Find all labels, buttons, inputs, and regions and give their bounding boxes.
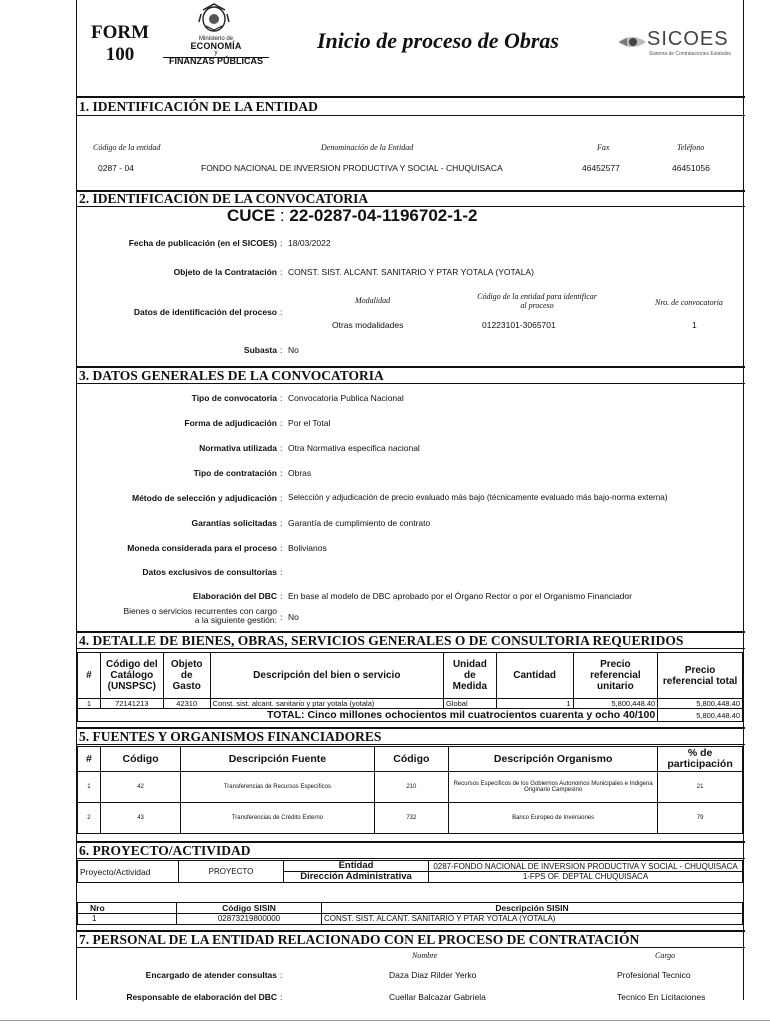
sicoes-name: SICOES <box>647 28 729 50</box>
recurrent-label-2: a la siguiente gestión: <box>194 615 277 625</box>
cuce-line: CUCE : 22-0287-04-1196702-1-2 <box>227 206 478 225</box>
items-table <box>77 652 743 722</box>
table-row <box>78 699 743 709</box>
publication-date: 18/03/2022 <box>288 238 331 248</box>
entity-name: FONDO NACIONAL DE INVERSION PRODUCTIVA Y SOCIAL - CHUQUISACA <box>201 163 503 173</box>
page-title: Inicio de proceso de Obras <box>317 28 559 53</box>
s3-row-value: Convocatoria Publica Nacional <box>288 393 404 403</box>
col-codigo-organismo: Código <box>374 747 449 772</box>
section-7-title: 7. PERSONAL DE LA ENTIDAD RELACIONADO CON EL PROCESO DE CONTRATACIÓN <box>77 930 745 948</box>
s3-row-label: Normativa utilizada <box>199 443 277 453</box>
total-label: TOTAL: Cinco millones ochocientos mil cuatrocientos cuarenta y ocho 40/100 <box>78 709 658 722</box>
section-4-title: 4. DETALLE DE BIENES, OBRAS, SERVICIOS GENERALES O DE CONSULTORIA REQUERIDOS <box>77 631 745 649</box>
s3-row-label: Tipo de contratación <box>193 468 277 478</box>
project-row <box>78 861 743 872</box>
cell-codigo: 43 <box>100 803 180 834</box>
sicoes-logo <box>617 28 743 57</box>
process-data-label: Datos de identificación del proceso <box>133 307 277 317</box>
col-num: # <box>78 747 101 772</box>
publication-date-label: Fecha de publicación (en el SICOES) <box>128 238 277 248</box>
cell-num: 1 <box>78 699 101 709</box>
cell-cantidad: 1 <box>496 699 573 709</box>
s3-row-label: Datos exclusivos de consultorías <box>142 567 277 577</box>
sicoes-eye-icon <box>617 34 647 50</box>
cell-organismo: Banco Europeo de Inversiones <box>449 803 658 834</box>
sisin-table <box>77 902 743 925</box>
s3-row-value: Bolivianos <box>288 543 327 553</box>
sisin-header-row <box>78 903 743 914</box>
staff-name: Daza Diaz Rilder Yerko <box>389 970 477 980</box>
cell-desc: Const. sist. alcant. sanitario y ptar yotala (yotala) <box>210 699 443 709</box>
process-code-header: Código de la entidad para identificar al proceso <box>477 292 597 310</box>
entity-label: Entidad <box>284 861 429 872</box>
section-5-title: 5. FUENTES Y ORGANISMOS FINANCIADORES <box>77 727 745 745</box>
cell-num: 2 <box>78 803 101 834</box>
cell-catalogo: 72141213 <box>100 699 163 709</box>
cell-participacion: 79 <box>658 803 743 834</box>
entity-name-header: Denominación de la Entidad <box>321 143 414 152</box>
direction-label: Dirección Administrativa <box>284 872 429 883</box>
section-2-title: 2. IDENTIFICACIÓN DE LA CONVOCATORIA <box>77 190 745 207</box>
contract-object: CONST. SIST. ALCANT. SANITARIO Y PTAR YOTALA (YOTALA) <box>288 267 534 277</box>
direction-value: 1-FPS OF. DEPTAL CHUQUISACA <box>429 872 743 883</box>
col-nro: Nro <box>78 903 177 914</box>
cell-fuente: Transferencias de Recursos Específicos <box>181 772 374 803</box>
total-value: 5,800,448.40 <box>658 709 743 722</box>
table-row <box>78 772 743 803</box>
cuce-label: CUCE <box>227 206 276 225</box>
s3-row-value: Otra Normativa especifica nacional <box>288 443 420 453</box>
s3-row-value: Garantía de cumplimiento de contrato <box>288 518 431 528</box>
cell-sisin-desc: CONST. SIST. ALCANT. SANITARIO Y PTAR YOTALA (YOTALA) <box>322 914 743 925</box>
s3-row-value: En base al modelo de DBC aprobado por el Órgano Rector o por el Organismo Financiador <box>288 591 632 601</box>
cell-nro: 1 <box>78 914 177 925</box>
convocatoria-number-header: Nro. de convocatoria <box>655 298 723 307</box>
form-page: FORM 100 Ministerio de ECONOMÍA y FINANZAS PÚBLICAS Inicio de proceso de Obras SICOES Sistema de Contrataciones Estatales 1. IDENTIFICACIÓN DE LA ENTIDAD Código de la entidad Denominación de la Entidad Fax Teléfono 0287 - 04 FONDO NACIONAL DE INVERSION PRODUCTIVA Y SOCIAL - CHUQUISACA 46452577 46451056 2. IDENTIFICACIÓN DE LA CONVOCATORIA CUCE : 22-0287-04-1196702-1-2 Fecha de publicación (en el SICOES) : 18/03/2022 Objeto de la Contratación : CONST. SIST. ALCANT. SANITARIO Y PTAR YOTALA (YOTALA) Datos de identificación del proceso : Modalidad Código de la entidad para identificar al proceso Nro. de convocatoria Otras modalidades 01223101-3065701 1 Subasta : No 3. DATOS GENERALES DE LA CONVOCATORIA Tipo de convocatoria : Convocatoria Publica Nacional Forma de adjudicación : Por el Total Normativa utilizada : Otra Normativa especifica nacional Tipo de contratación : Obras Método de selección y adjudicación : Selección y adjudicación de precio evaluado más bajo (técnicamente evaluado más bajo-norma externa) Garantías solicitadas : Garantía de cumplimiento de contrato Moneda considerada para el proceso : Bolivianos Datos exclusivos de consultorías : Elaboración del DBC : En base al modelo de DBC aprobado por el Órgano Rector o por el Organismo Financiador Bienes o servicios recurrentes con cargo a la siguiente gestión: : No 4. DETALLE DE BIENES, OBRAS, SERVICIOS GENERALES O DE CONSULTORIA REQUERIDOS # Código del Catálogo (UNSPSC) Objeto de Gasto Descripción del bien o servicio Unidad de Medida Cantidad Precio referencial unitario Precio referencial total 1 72141213 42310 Const. sist. alcant. sanitario y ptar yotala (yotala) Global 1 5,800,448.40 5,800,448.40 TOTAL: Cinco millones ochocientos mil cuatrocientos cuarenta y ocho 40/100 5,800,448.40 5. FUENTES Y ORGANISMOS FINANCIADORES # Código Descripción Fuente Código Descripción Organismo % de participación 1 42 Transferencias de Recursos Específicos 210 Recursos Especificos de los Gobiernos Autonomos Municipales e Indigena Originario Campesino 21 2 43 Transferencias de Crédito Externo 732 Banco Europeo de Inversiones 79 6. PROYECTO/ACTIVIDAD Proyecto/Actividad PROYECTO Entidad 0287-FONDO NACIONAL DE INVERSION PRODUCTIVA Y SOCIAL - CHUQUISACA Dirección Administrativa 1-FPS OF. DEPTAL CHUQUISACA Nro Código SISIN Descripción SISIN 1 02873219800000 CONST. SIST. ALCANT. SANITARIO Y PTAR YOTALA (YOTALA) 7. PERSONAL DE LA ENTIDAD RELACIONADO CON EL PROCESO DE CONTRATACIÓN Nombre Cargo Encargado de atender consultas : Daza Diaz Rilder Yerko Profesional Tecnico Responsable de elaboración del DBC : Cuellar Balcazar Gabriela Tecnico En Licitaciones <box>76 0 744 1000</box>
col-num: # <box>78 653 101 699</box>
ministry-logo <box>163 36 269 65</box>
cell-organismo: Recursos Especificos de los Gobiernos Autonomos Municipales e Indigena Originario Campesino <box>449 772 658 803</box>
col-cantidad: Cantidad <box>496 653 573 699</box>
staff-position: Profesional Tecnico <box>617 970 691 980</box>
cell-codigo-organismo: 732 <box>374 803 449 834</box>
section-3-title: 3. DATOS GENERALES DE LA CONVOCATORIA <box>77 366 745 384</box>
ministry-y: y <box>214 50 218 56</box>
position-header: Cargo <box>655 951 676 960</box>
col-organismo: Descripción Organismo <box>449 747 658 772</box>
fax-value: 46452577 <box>582 163 620 173</box>
modalidad-header: Modalidad <box>355 296 391 305</box>
cell-codigo-organismo: 210 <box>374 772 449 803</box>
sicoes-sub: Sistema de Contrataciones Estatales <box>649 51 731 57</box>
cell-fuente: Transferencias de Crédito Externo <box>181 803 374 834</box>
table-row <box>78 803 743 834</box>
s3-row-label: Garantías solicitadas <box>191 518 277 528</box>
s3-row-label: Moneda considerada para el proceso <box>127 543 277 553</box>
s3-row-label: Tipo de convocatoria <box>191 393 277 403</box>
col-sisin-desc: Descripción SISIN <box>322 903 743 914</box>
s3-row-value: Selección y adjudicación de precio evaluado más bajo (técnicamente evaluado más bajo-norma externa) <box>288 493 668 502</box>
funding-header-row <box>78 747 743 772</box>
cell-participacion: 21 <box>658 772 743 803</box>
col-objeto: Objeto de Gasto <box>163 653 210 699</box>
ministry-economia: ECONOMÍA <box>190 41 242 51</box>
s3-row-label: Forma de adjudicación <box>184 418 277 428</box>
total-row <box>78 709 743 722</box>
cell-num: 1 <box>78 772 101 803</box>
recurrent-label-1: Bienes o servicios recurrentes con cargo <box>123 606 277 616</box>
col-codigo: Código <box>100 747 180 772</box>
s3-row-value: Obras <box>288 468 312 478</box>
cell-unitario: 5,800,448.40 <box>573 699 658 709</box>
project-table <box>77 860 743 883</box>
subasta-label: Subasta <box>243 345 277 355</box>
staff-role-label: Responsable de elaboración del DBC <box>126 992 277 1002</box>
s3-row-value: Por el Total <box>288 418 331 428</box>
cell-unidad: Global <box>443 699 496 709</box>
cell-objeto: 42310 <box>163 699 210 709</box>
form-number-box <box>85 22 155 66</box>
col-unidad: Unidad de Medida <box>443 653 496 699</box>
staff-position: Tecnico En Licitaciones <box>617 992 706 1002</box>
form-header <box>77 0 743 88</box>
cell-codigo: 42 <box>100 772 180 803</box>
page-bottom-divider <box>0 1020 770 1021</box>
cell-sisin: 02873219800000 <box>177 914 322 925</box>
subasta-value: No <box>288 345 299 355</box>
form-label: FORM <box>90 22 150 43</box>
col-catalogo: Código del Catálogo (UNSPSC) <box>100 653 163 699</box>
project-activity-value: PROYECTO <box>179 861 284 883</box>
entity-code: 0287 - 04 <box>98 163 134 173</box>
col-total: Precio referencial total <box>658 653 743 699</box>
staff-role-label: Encargado de atender consultas <box>145 970 277 980</box>
bolivia-seal-icon <box>197 2 231 34</box>
ministry-finanzas: FINANZAS PÚBLICAS <box>163 57 269 65</box>
s3-row-label: Elaboración del DBC <box>192 591 277 601</box>
entity-code-header: Código de la entidad <box>93 143 161 152</box>
col-participacion: % de participación <box>658 747 743 772</box>
recurrent-label <box>77 607 277 625</box>
staff-name: Cuellar Balcazar Gabriela <box>389 992 486 1002</box>
cuce-value: 22-0287-04-1196702-1-2 <box>289 206 478 225</box>
section-1-title: 1. IDENTIFICACIÓN DE LA ENTIDAD <box>77 96 745 116</box>
cell-total: 5,800,448.40 <box>658 699 743 709</box>
col-fuente: Descripción Fuente <box>181 747 374 772</box>
phone-header: Teléfono <box>677 143 705 152</box>
section-6-title: 6. PROYECTO/ACTIVIDAD <box>77 841 745 859</box>
phone-value: 46451056 <box>672 163 710 173</box>
col-unitario: Precio referencial unitario <box>573 653 658 699</box>
col-desc: Descripción del bien o servicio <box>210 653 443 699</box>
process-code: 01223101-3065701 <box>482 320 556 330</box>
recurrent-value: No <box>288 612 299 622</box>
contract-object-label: Objeto de la Contratación <box>173 267 277 277</box>
funding-table <box>77 746 743 834</box>
table-row <box>78 914 743 925</box>
s3-row-label: Método de selección y adjudicación <box>131 493 277 503</box>
ministry-small: Ministerio de <box>198 36 233 42</box>
project-activity-label: Proyecto/Actividad <box>78 861 179 883</box>
items-header-row <box>78 653 743 699</box>
modalidad-value: Otras modalidades <box>332 320 404 330</box>
fax-header: Fax <box>597 143 610 152</box>
name-header: Nombre <box>412 951 438 960</box>
entity-value: 0287-FONDO NACIONAL DE INVERSION PRODUCTIVA Y SOCIAL - CHUQUISACA <box>429 861 743 872</box>
convocatoria-number: 1 <box>692 320 697 330</box>
form-number: 100 <box>105 44 135 65</box>
col-sisin: Código SISIN <box>177 903 322 914</box>
